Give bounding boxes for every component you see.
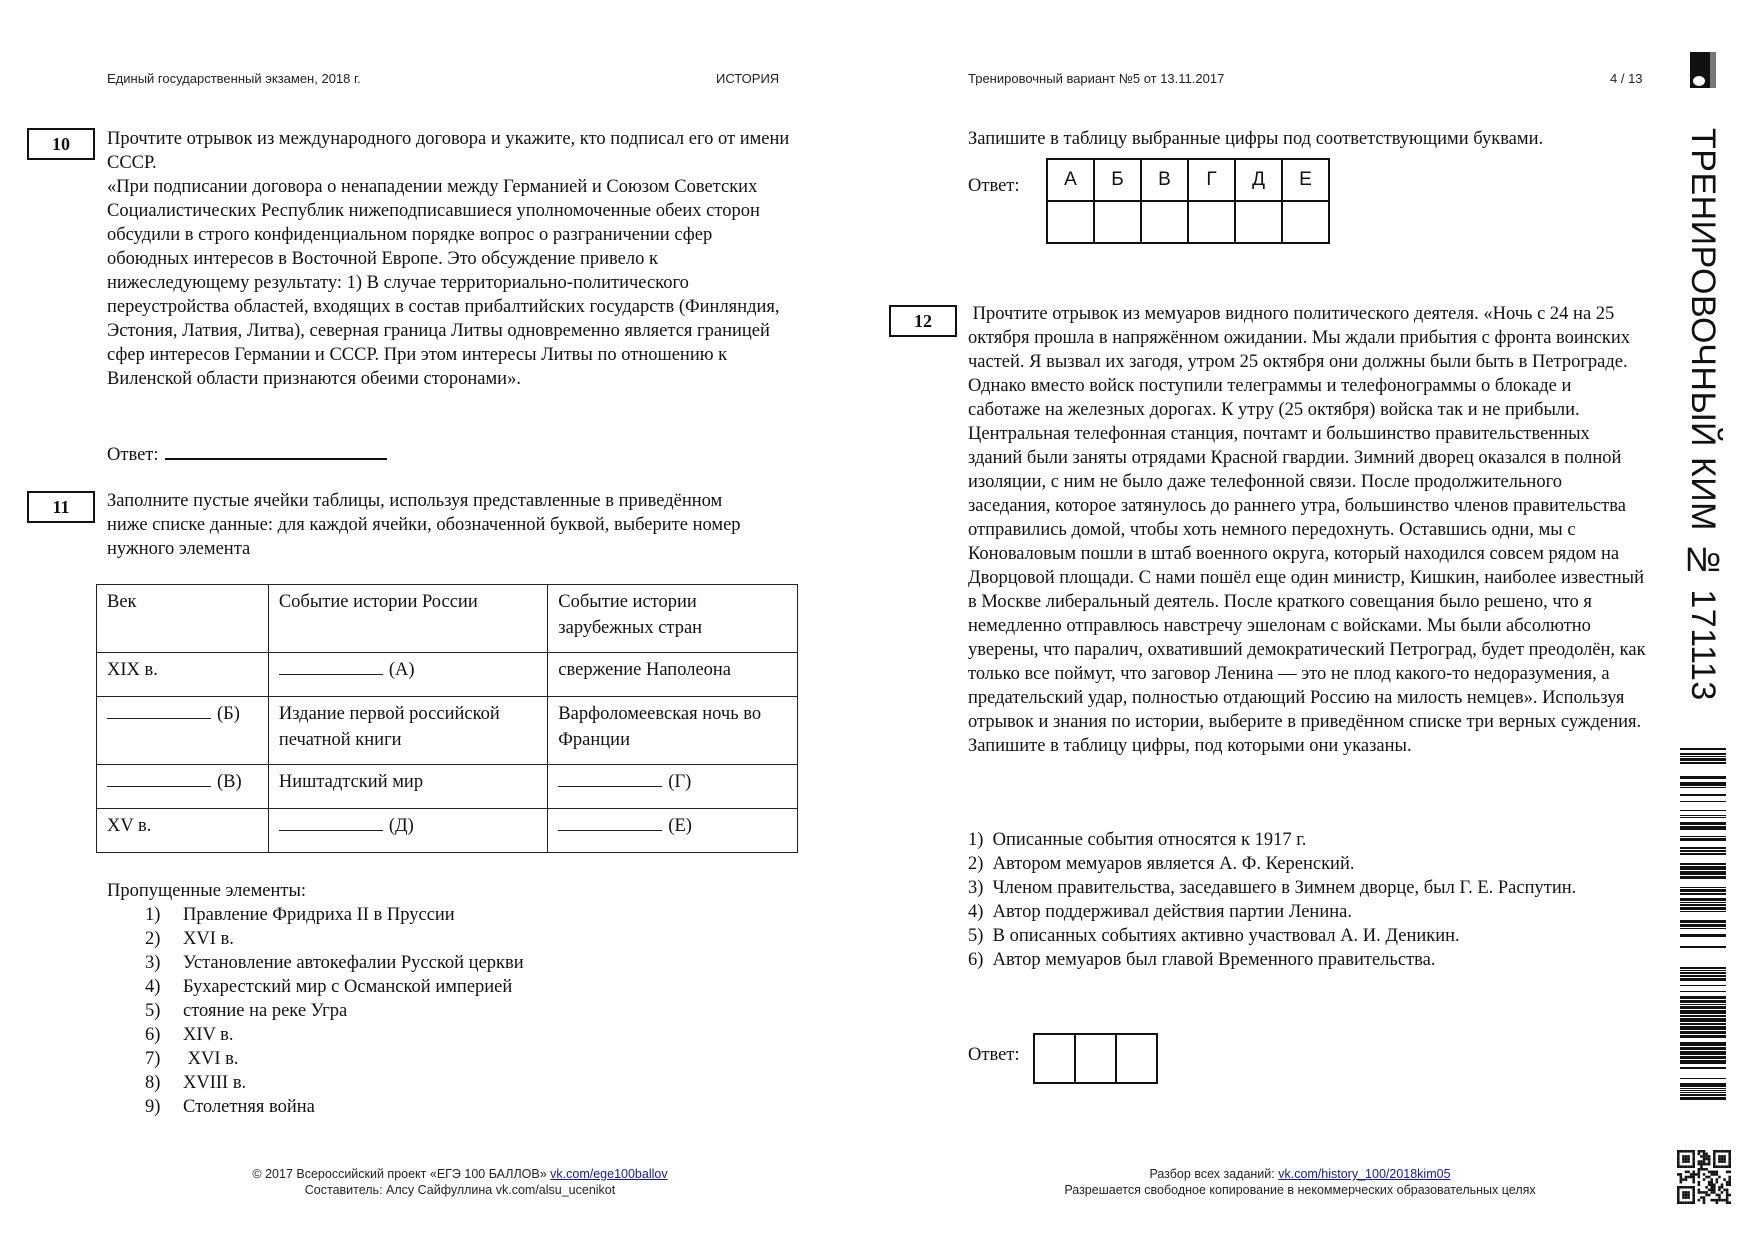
answer-letter: Е [1282,159,1329,201]
blank-letter: (Г) [668,772,692,792]
option-number: 2) [145,929,161,949]
option-number: 3) [145,953,161,973]
table-cell: XIX в. [97,653,269,697]
answer-cell-g[interactable] [1188,201,1235,243]
answer-grid-inputs [1047,201,1329,243]
footer-copyright: © 2017 Всероссийский проект «ЕГЭ 100 БАЛЛОВ» [252,1167,551,1181]
list-item [145,903,524,927]
answer-input-10[interactable] [165,440,387,460]
table-row [97,765,798,809]
question-10 [107,127,797,391]
statement: 6) Автор мемуаров был главой Временного правительства. [968,950,1436,970]
option-text: Бухарестский мир с Османской империей [183,977,513,997]
answer-cell-d[interactable] [1235,201,1282,243]
option-number: 5) [145,1001,161,1021]
answer-grid-12 [1033,1033,1158,1084]
list-item [145,1095,524,1119]
question-10-text: «При подписании договора о ненападении между Германией и Союзом Советских Социалистических Республик нижеподписавшиеся уполномоченные обеих сторон обсудили в строго конфиденциальном порядке вопрос о разграничении сфер обоюдных интересов в Восточной Европе. Это обсуждение привело к нижеследующему результату: 1) В случае территориально-политического переустройства областей, входящих в состав прибалтийских государств (Финляндия, Эстония, Латвия, Литва), северная граница Литвы одновременно является границей сфер интересов Германии и СССР. При этом интересы Литвы по отношению к Виленской области признаются обеими сторонами». [107,177,780,389]
table-row [97,697,798,765]
statement: 3) Членом правительства, заседавшего в Зимнем дворце, был Г. Е. Распутин. [968,878,1577,898]
ege-logo-icon [1690,52,1716,88]
side-title: ТРЕНИРОВОЧНЫЙ КИМ № 171113 [1684,128,1722,701]
footer-left [180,1166,740,1198]
question-11-prompt: Заполните пустые ячейки таблицы, используя представленные в приведённом ниже списке данные: для каждой ячейки, обозначенной буквой, выберите номер нужного элемента [107,491,741,559]
question-12-text: Прочтите отрывок из мемуаров видного политического деятеля. «Ночь с 24 на 25 октября прошла в напряжённом ожидании. Мы ждали прибытия с фронта воинских частей. Я вызвал их загодя, утром 25 октября они должны были быть в Петрограде. Однако вместо войск поступили телеграммы и телефонограммы о блокаде и саботаже на железных дорогах. К утру (25 октября) войска так и не прибыли. Центральная телефонная станция, почтамт и большинство правительственных зданий были заняты отрядами Красной гвардии. Зимний дворец оказался в полной изоляции, с ним не было даже телефонной связи. После продолжительного заседания, которое затянулось до раннего утра, большинство членов правительства отправились домой, чтобы хоть немного передохнуть. Оставшись одни, мы с Коноваловым пошли в штаб военного округа, который находился совсем рядом на Дворцовой площади. С нами пошёл еще один министр, Кишкин, наиболее известный в Москве либеральный деятель. После краткого совещания было решено, что я немедленно отправлюсь навстречу эшелонам с войсками. Мы были абсолютно уверены, что паралич, охвативший демократический Петроград, будет преодолён, как только все поймут, что заговор Ленина — это не плод какого-то недоразумения, а предательский удар, полностью отдающий Россию на милость немцев». Используя отрывок и знания по истории, выберите в приведённом списке три верных суждения. Запишите в таблицу цифры, под которыми они указаны. [968,304,1651,756]
blank-line [279,657,383,675]
table-header-row [97,585,798,653]
table-row [97,809,798,853]
options-title: Пропущенные элементы: [107,881,307,901]
question-10-answer [107,440,387,467]
table-cell-blank-b[interactable] [97,697,269,765]
answer-grid-letters [1047,159,1329,201]
option-number: 9) [145,1097,161,1117]
table-cell: свержение Наполеона [548,653,798,697]
list-item [145,999,524,1023]
barcode-icon [1680,748,1726,1100]
blank-letter: (Е) [668,816,692,836]
option-text: XIV в. [183,1025,234,1045]
table-cell: Ништадтский мир [268,765,547,809]
answer-label-12: Ответ: [968,1045,1020,1065]
table-header-cell: Событие истории зарубежных стран [548,585,798,653]
option-number: 6) [145,1025,161,1045]
blank-line [107,769,211,787]
table-cell-blank-d[interactable] [268,809,547,853]
table-header-cell: Век [97,585,269,653]
option-number: 1) [145,905,161,925]
blank-letter: (Д) [388,816,414,836]
option-text: XVIII в. [183,1073,247,1093]
question-12-statements [968,828,1608,972]
footer-license: Разрешается свободное копирование в некоммерческих образовательных целях [1064,1183,1536,1197]
table-cell-blank-g[interactable] [548,765,798,809]
answer-cell-3[interactable] [1116,1034,1157,1083]
header-exam-title: Единый государственный экзамен, 2018 г. [107,71,361,86]
option-text: XVI в. [183,1049,239,1069]
table-cell: Издание первой российской печатной книги [268,697,547,765]
header-subject: ИСТОРИЯ [716,71,780,86]
header-variant: Тренировочный вариант №5 от 13.11.2017 [968,71,1225,86]
answer-letter: Д [1235,159,1282,201]
question-number-10: 10 [27,128,95,160]
events-table [96,584,798,853]
blank-letter: (А) [388,660,415,680]
question-number-11: 11 [27,491,95,523]
blank-letter: (В) [217,772,242,792]
statement: 1) Описанные события относятся к 1917 г. [968,830,1307,850]
footer-link-ege100[interactable]: vk.com/ege100ballov [550,1167,668,1181]
list-item [145,951,524,975]
qr-code-icon [1677,1150,1731,1204]
option-text: Столетняя война [183,1097,315,1117]
table-row [97,653,798,697]
answer-letter: В [1141,159,1188,201]
list-item [145,1071,524,1095]
answer-letter: Б [1094,159,1141,201]
blank-letter: (Б) [217,704,240,724]
header-page-number: 4 / 13 [1610,71,1643,86]
table-cell: Варфоломеевская ночь во Франции [548,697,798,765]
option-number: 4) [145,977,161,997]
blank-line [558,769,662,787]
option-text: Правление Фридриха II в Пруссии [183,905,455,925]
table-cell-blank-e[interactable] [548,809,798,853]
footer-link-analysis[interactable]: vk.com/history_100/2018kim05 [1278,1167,1451,1181]
question-10-prompt: Прочтите отрывок из международного договора и укажите, кто подписал его от имени СССР. [107,129,790,173]
statement: 2) Автором мемуаров является А. Ф. Керенский. [968,854,1355,874]
statement: 5) В описанных событиях активно участвовал А. И. Деникин. [968,926,1460,946]
statement: 4) Автор поддерживал действия партии Ленина. [968,902,1352,922]
answer-letter: А [1047,159,1094,201]
answer-cell-e[interactable] [1282,201,1329,243]
table-header-cell: Событие истории России [268,585,547,653]
answer-label: Ответ: [107,445,159,465]
table-cell: XV в. [97,809,269,853]
list-item [145,1047,524,1071]
blank-line [558,813,662,831]
answer-letter: Г [1188,159,1235,201]
options-list [145,903,524,1119]
answer-cell-v[interactable] [1141,201,1188,243]
option-number: 7) [145,1049,161,1069]
blank-line [279,813,383,831]
option-text: XVI в. [183,929,234,949]
fill-instruction: Запишите в таблицу выбранные цифры под соответствующими буквами. [968,129,1544,149]
option-number: 8) [145,1073,161,1093]
answer-cell-b[interactable] [1094,201,1141,243]
answer-cell-1[interactable] [1034,1034,1075,1083]
blank-line [107,701,211,719]
answer-cell-a[interactable] [1047,201,1094,243]
answer-label-11: Ответ: [968,176,1020,196]
table-cell-blank-v[interactable] [97,765,269,809]
list-item [145,1023,524,1047]
question-number-12: 12 [889,305,957,337]
footer-analysis-label: Разбор всех заданий: [1149,1167,1279,1181]
answer-grid-11 [1046,158,1330,244]
footer-author: Составитель: Алсу Сайфуллина vk.com/alsu_ucenikot [304,1183,616,1197]
option-text: Установление автокефалии Русской церкви [183,953,524,973]
option-text: стояние на реке Угра [183,1001,348,1021]
list-item [145,975,524,999]
footer-right [1000,1166,1600,1198]
list-item [145,927,524,951]
table-cell-blank-a[interactable] [268,653,547,697]
answer-cell-2[interactable] [1075,1034,1116,1083]
